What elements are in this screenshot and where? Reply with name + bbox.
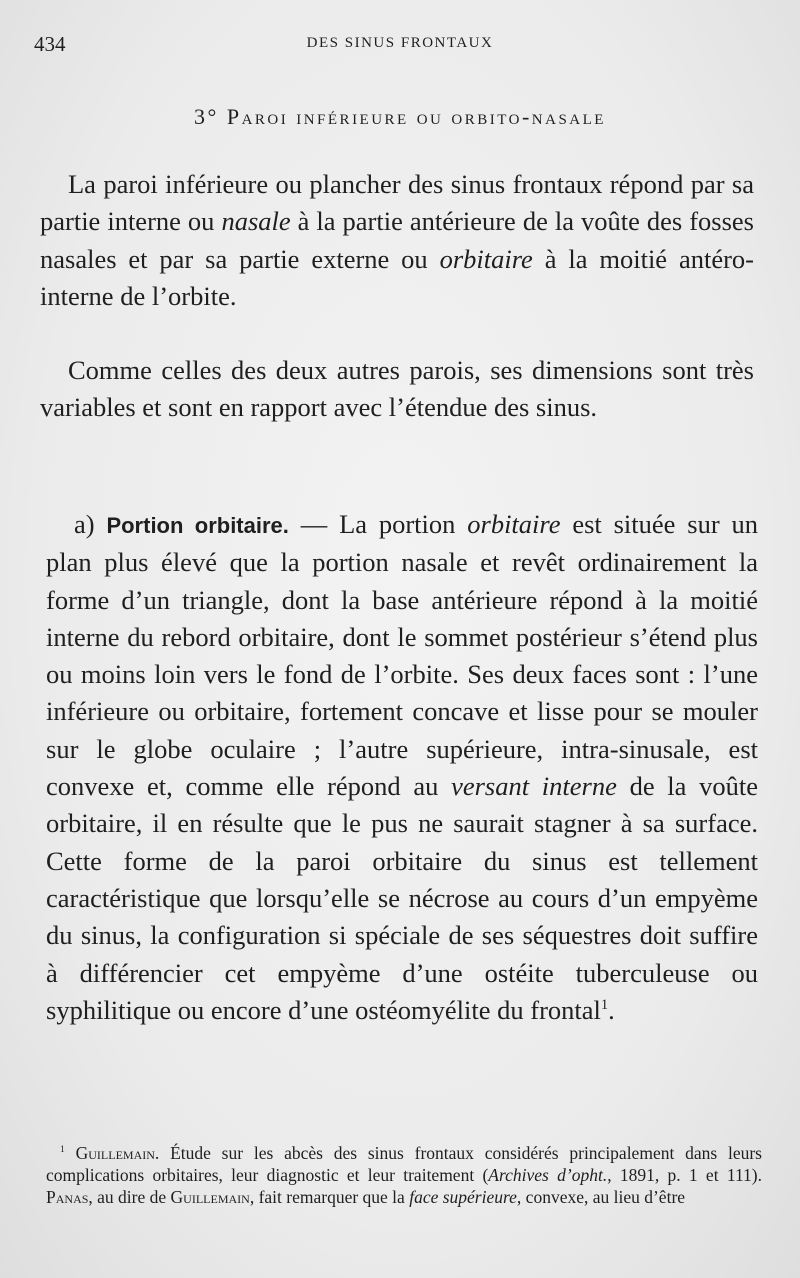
paragraph-lower-wall (40, 166, 754, 315)
italic-term: orbitaire (439, 243, 533, 274)
footnote-journal: Archives d’opht. (488, 1165, 608, 1185)
text-run: . Étude sur les abcès des sinus frontaux considérés principalement dans leurs complications orbitaires, leur diagnostic et leur traitement ( (46, 1143, 762, 1185)
text-run: , 1891, p. 1 et 111). (607, 1165, 762, 1185)
footnote-author: Panas (46, 1187, 89, 1207)
list-prefix: a) (74, 509, 107, 539)
text-run: de la voûte orbitaire, il en résulte que le pus ne saurait stagner à sa surface. Cette forme de la paroi orbitaire du sinus est tellement caractéristique que lorsqu’elle se nécrose au cours d’un empyème du sinus, la configuration si spéciale de ses séquestres doit suffire à différencier cet empyème d’une ostéite tuberculeuse ou syphilitique ou encore d’une ostéomyélite du frontal (46, 771, 758, 1025)
paragraph-dimensions (40, 352, 754, 427)
footnote-author: Guillemain (75, 1143, 155, 1163)
italic-term: face supérieure (409, 1187, 517, 1207)
footnotes (46, 1142, 762, 1208)
subsection-title: Portion orbitaire. (106, 513, 289, 538)
section-heading: 3° Paroi inférieure ou orbito-nasale (194, 104, 606, 129)
paragraph-text: Comme celles des deux autres parois, ses dimensions sont très variables et sont en rapport avec l’étendue des sinus. (40, 355, 754, 423)
paragraph-text (46, 506, 758, 1029)
italic-term: nasale (221, 206, 291, 237)
page-header (34, 32, 766, 60)
text-run: . (608, 994, 615, 1025)
text-run: — La portion (288, 509, 468, 539)
page-number: 434 (34, 32, 66, 56)
footnote (46, 1142, 762, 1208)
footnote-marker: 1 (60, 1144, 65, 1156)
text-run: , convexe, au lieu d’être (516, 1187, 686, 1207)
footnote-reference: 1 (600, 997, 609, 1014)
text-run: est située sur un plan plus élevé que la portion nasale et revêt ordinairement la forme d’un triangle, dont la base antérieure répond à la moitié interne du rebord orbitaire, dont le sommet postérieur s’étend plus ou moins loin vers le fond de l’orbite. Ses deux faces sont : l’une inférieure ou orbitaire, fortement concave et lisse pour se mouler sur le globe oculaire ; l’autre supérieure, intra-sinusale, est convexe et, comme elle répond au (46, 509, 758, 802)
italic-term: orbitaire (467, 509, 561, 539)
text-run: , fait remarquer que la (249, 1187, 410, 1207)
text-run: à la partie antérieure de la voûte des fosses nasales et par sa partie externe ou (40, 206, 754, 274)
paragraph-text (40, 166, 754, 315)
italic-term: versant interne (451, 771, 617, 802)
footnote-author: Guillemain (170, 1187, 250, 1207)
paragraph-orbital-portion (46, 506, 758, 1029)
text-run: , au dire de (88, 1187, 171, 1207)
running-head: DES SINUS FRONTAUX (306, 35, 494, 51)
text-run: La paroi inférieure ou plancher des sinus frontaux répond par sa partie interne ou (40, 169, 754, 237)
text-run: à la moitié antéro-interne de l’orbite. (40, 243, 754, 311)
